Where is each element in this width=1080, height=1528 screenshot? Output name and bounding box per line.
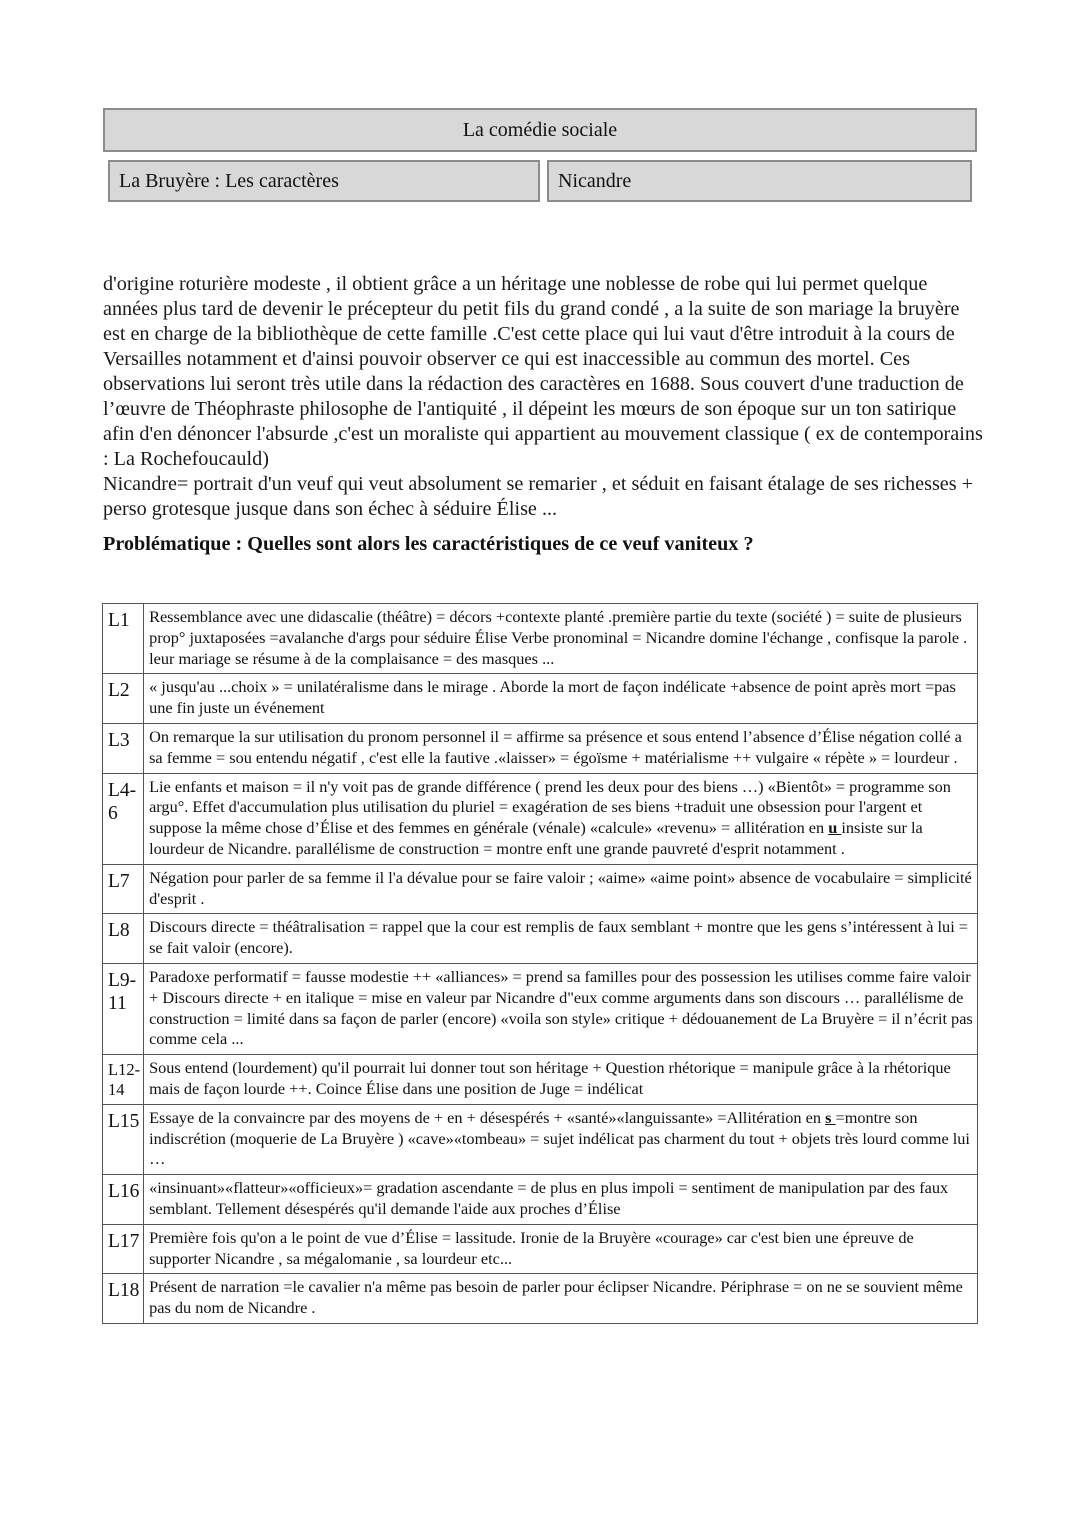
analysis-text: Lie enfants et maison = il n'y voit pas de grande différence ( prend les deux pour des biens …) «Bientôt» = programme son argu°. Effet d'accumulation plus utilisation du pluriel = exagération de ses biens +traduit une obsession pour l'argent et suppose la même chose d’Élise et des femmes en générale (vénale) «calcule» «revenu» = allitération en: [149, 776, 951, 838]
problematique: Problématique : Quelles sont alors les caractéristiques de ce veuf vaniteux ?: [103, 533, 754, 555]
document-title-box: [103, 108, 977, 152]
table-row: [103, 773, 978, 864]
table-row: [103, 1175, 978, 1225]
text-name-box: [547, 160, 972, 202]
line-analysis: Négation pour parler de sa femme il l'a dévalue pour se faire valoir ; «aime» «aime point» absence de vocabulaire = simplicité d'esprit .: [144, 864, 978, 914]
line-ref: L9-11: [103, 963, 144, 1054]
line-analysis: Sous entend (lourdement) qu'il pourrait lui donner tout son héritage + Question rhétorique = manipule grâce à la rhétorique mais de façon lourde ++. Coince Élise dans une position de Juge = indélicat: [144, 1055, 978, 1105]
line-analysis: Ressemblance avec une didascalie (théâtre) = décors +contexte planté .première partie du texte (société ) = suite de plusieurs prop° juxtaposées =avalanche d'args pour séduire Élise Verbe pronominal = Nicandre domine l'échange , confisque la parole . leur mariage se résume à de la complaisance = des masques ...: [144, 604, 978, 674]
underlined-letter: s: [825, 1107, 836, 1127]
intro-summary: Nicandre= portrait d'un veuf qui veut absolument se remarier , et séduit en faisant étalage de ses richesses + perso grotesque jusque dans son échec à séduire Élise ...: [103, 473, 974, 520]
document-title: La comédie sociale: [462, 118, 618, 141]
analysis-text: insiste sur la lourdeur de Nicandre. parallélisme de construction = montre enft une grande pauvreté d'esprit notamment .: [149, 818, 923, 858]
analysis-table: [102, 603, 978, 1324]
line-ref: L15: [103, 1104, 144, 1174]
line-analysis: «insinuant»«flatteur»«officieux»= gradation ascendante = de plus en plus impoli = sentiment de manipulation par des faux semblant. Tellement désespérés qu'il demande l'aide aux proches d’Élise: [144, 1175, 978, 1225]
intro-paragraph: d'origine roturière modeste , il obtient grâce a un héritage une noblesse de robe qui lui permet quelque années plus tard de devenir le précepteur du petit fils du grand condé , a la suite de son mariage la bruyère est en charge de la bibliothèque de cette famille .C'est cette place qui lui vaut d'être introduit à la cours de Versailles notamment et d'ainsi pouvoir observer ce qui est inaccessible au commun des mortel. Ces observations lui seront très utile dans la rédaction des caractères en 1688. Sous couvert d'une traduction de l’œuvre de Théophraste philosophe de l'antiquité , il dépeint les mœurs de son époque sur un ton satirique afin d'en dénoncer l'absurde ,c'est un moraliste qui appartient au mouvement classique ( ex de contemporains : La Rochefoucauld): [103, 273, 983, 470]
line-analysis: [144, 1104, 978, 1174]
line-ref: L1: [103, 604, 144, 674]
underlined-letter: u: [828, 818, 842, 838]
author-work-box: [108, 160, 540, 202]
table-row: [103, 723, 978, 773]
line-analysis: Paradoxe performatif = fausse modestie ++ «alliances» = prend sa familles pour des possession les utilises comme faire valoir + Discours directe + en italique = mise en valeur par Nicandre d"eux comme arguments dans son discours … parallélisme de construction = limité dans sa façon de parler (encore) «voila son style» critique + dédouanement de La Bruyère = il n’écrit pas comme cela ...: [144, 963, 978, 1054]
line-analysis: Discours directe = théâtralisation = rappel que la cour est remplis de faux semblant + montre que les gens s’intéressent à lui = se fait valoir (encore).: [144, 914, 978, 964]
table-row: [103, 1274, 978, 1324]
line-ref: L8: [103, 914, 144, 964]
text-name-label: Nicandre: [558, 169, 632, 192]
table-row: [103, 963, 978, 1054]
table-row: [103, 604, 978, 674]
analysis-text: Essaye de la convaincre par des moyens de + en + désespérés + «santé»«languissante» =Allitération en: [149, 1107, 826, 1127]
line-ref: L7: [103, 864, 144, 914]
table-row: [103, 1055, 978, 1105]
line-analysis: Présent de narration =le cavalier n'a même pas besoin de parler pour éclipser Nicandre. Périphrase = on ne se souvient même pas du nom de Nicandre .: [144, 1274, 978, 1324]
line-analysis: [144, 773, 978, 864]
line-analysis: On remarque la sur utilisation du pronom personnel il = affirme sa présence et sous entend l’absence d’Élise négation collé a sa femme = sou entendu négatif , c'est elle la fautive .«laisser» = égoïsme + matérialisme ++ vulgaire « répète » = lourdeur .: [144, 723, 978, 773]
table-row: [103, 1104, 978, 1174]
author-work-label: La Bruyère : Les caractères: [119, 169, 339, 192]
table-row: [103, 1224, 978, 1274]
analysis-text: =montre son indiscrétion (moquerie de La Bruyère ) «cave»«tombeau» = sujet indélicat pas charment du tout + objets très lourd comme lui …: [149, 1107, 970, 1169]
line-ref: L18: [103, 1274, 144, 1324]
line-ref: L17: [103, 1224, 144, 1274]
introduction: [103, 272, 983, 522]
line-ref: L4-6: [103, 773, 144, 864]
table-row: [103, 914, 978, 964]
table-row: [103, 674, 978, 724]
line-ref: L12-14: [103, 1055, 144, 1105]
table-row: [103, 864, 978, 914]
line-ref: L3: [103, 723, 144, 773]
line-analysis: « jusqu'au ...choix » = unilatéralisme dans le mirage . Aborde la mort de façon indélicate +absence de point après mort =pas une fin juste un événement: [144, 674, 978, 724]
line-analysis: Première fois qu'on a le point de vue d’Élise = lassitude. Ironie de la Bruyère «courage» car c'est bien une épreuve de supporter Nicandre , sa mégalomanie , sa lourdeur etc...: [144, 1224, 978, 1274]
line-ref: L16: [103, 1175, 144, 1225]
line-ref: L2: [103, 674, 144, 724]
